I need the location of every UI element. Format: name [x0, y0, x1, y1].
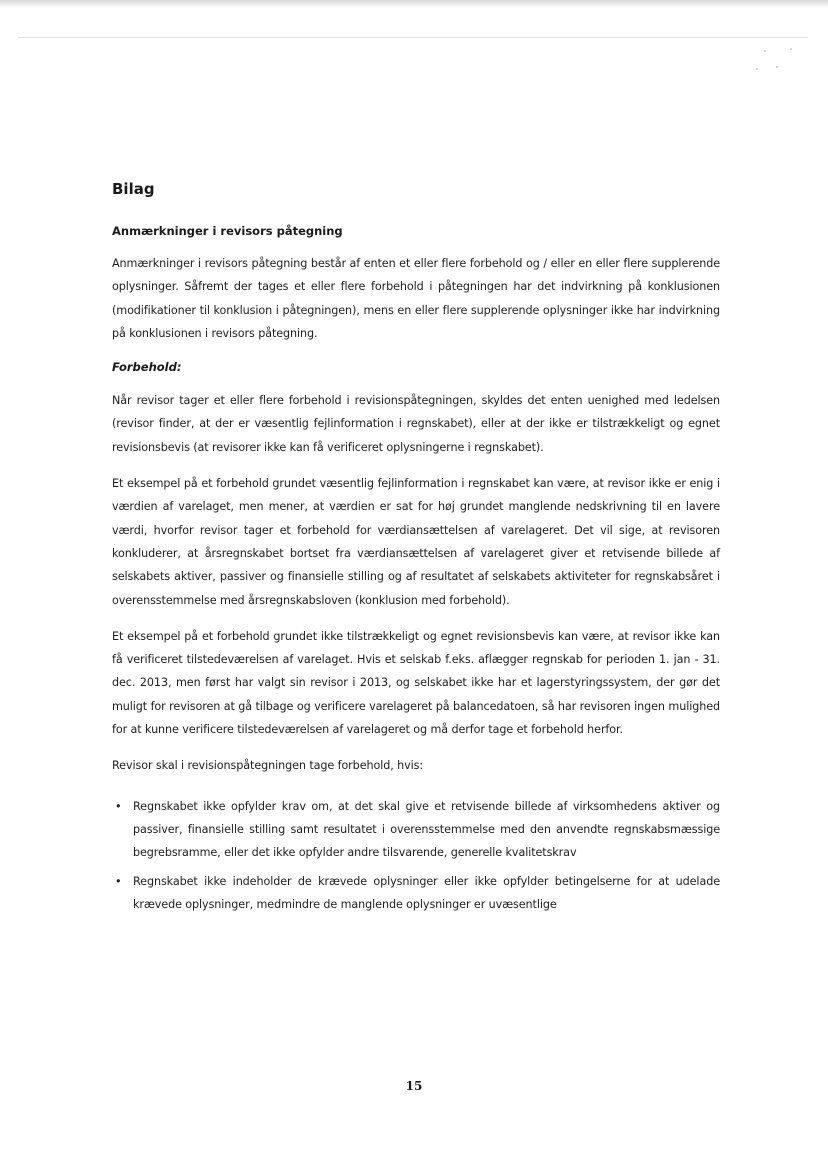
bullet-icon: • [115, 874, 122, 888]
paragraph-uenighed: Når revisor tager et eller flere forbehold i revisionspåtegningen, skyldes det enten uenighed med ledelsen (revisor finder, at der er væsentlig fejlinformation i regnskabet), eller at der ikke er tilstrækkeligt og egnet revisionsbevis (at revisorer ikke kan få verificeret oplysningerne i regnskabet). [112, 394, 720, 454]
page-content [112, 178, 720, 916]
paragraph-example-fejlinformation: Et eksempel på et forbehold grundet væsentlig fejlinformation i regnskabet kan være, at revisor ikke er enig i værdien af varelaget, men mener, at værdien er sat for høj grundet manglende nedskrivning til en lavere værdi, hvorfor revisor tager et forbehold for værdiansættelsen af varelageret. Det vil sige, at revisoren konkluderer, at årsregnskabet bortset fra værdiansættelsen af varelageret giver et retvisende billede af selskabets aktiver, passiver og finansielle stilling og af resultatet af selskabets aktiviteter for regnskabsåret i overensstemmelse med årsregnskabsloven (konklusion med forbehold). [112, 477, 720, 607]
list-item [112, 870, 720, 917]
list-item-text: Regnskabet ikke indeholder de krævede oplysninger eller ikke opfylder betingelserne for at udelade krævede oplysninger, medmindre de manglende oplysninger er uvæsentlige [133, 874, 720, 911]
scan-specks [754, 46, 804, 76]
list-item [112, 795, 720, 865]
page-number: 15 [405, 1079, 423, 1093]
section-title: Bilag [112, 180, 155, 198]
scan-top-edge [0, 0, 828, 8]
header-rule [18, 37, 808, 38]
paragraph-example-revisionsbevis: Et eksempel på et forbehold grundet ikke tilstrækkeligt og egnet revisionsbevis kan være, at revisor ikke kan få verificeret tilstedeværelsen af varelaget. Hvis et selskab f.eks. aflægger regnskab for perioden 1. jan - 31. dec. 2013, men først har valgt sin revisor i 2013, og selskabet ikke har et lagerstyringssystem, der gør det muligt for revisoren at gå tilbage og verificere varelageret på balancedatoen, så har revisoren ingen mulighed for at kunne verificere tilstedeværelsen af varelageret og må derfor tage et forbehold herfor. [112, 629, 720, 737]
paragraph-list-intro: Revisor skal i revisionspåtegningen tage forbehold, hvis: [112, 759, 424, 773]
forbehold-list [112, 795, 720, 916]
subheading: Anmærkninger i revisors påtegning [112, 224, 343, 238]
intro-paragraph: Anmærkninger i revisors påtegning består af enten et eller flere forbehold og / eller en eller flere supplerende oplysninger. Såfremt der tages et eller flere forbehold i påtegningen har det indvirkning på konklusionen (modifikationer til konklusion i påtegningen), mens en eller flere supplerende oplysninger ikke har indvirkning på konklusionen i revisors påtegning. [112, 257, 720, 340]
forbehold-heading: Forbehold: [112, 360, 182, 375]
list-item-text: Regnskabet ikke opfylder krav om, at det skal give et retvisende billede af virksomhedens aktiver og passiver, finansielle stilling samt resultatet i overensstemmelse med den anvendte regnskabsmæssige begrebsramme, eller det ikke opfylder andre tilsvarende, generelle kvalitetskrav [133, 799, 720, 860]
bullet-icon: • [115, 799, 122, 813]
